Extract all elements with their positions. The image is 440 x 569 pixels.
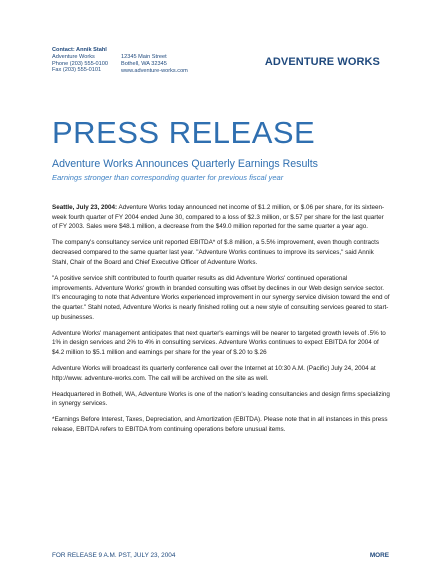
paragraph-6: Headquartered in Bothell, WA, Adventure Works is one of the nation's leading consultancies and design firms specializing in synergy services.: [52, 390, 390, 408]
address-city: Bothell, WA 32345: [121, 60, 167, 67]
release-body: [52, 203, 390, 441]
company-brand: ADVENTURE WORKS: [264, 56, 380, 68]
contact-name: Contact: Annik Stahl: [52, 47, 107, 53]
release-time: FOR RELEASE 9 A.M. PST, JULY 23, 2004: [52, 552, 176, 559]
address-block: [121, 54, 188, 74]
dateline: Seattle, July 23, 2004:: [52, 204, 118, 211]
paragraph-2: The company's consultancy service unit reported EBITDA* of $.8 million, a 5.5% improvement, even though contracts decreased compared to the same quarter last year. "Adventure Works continues to improve its services," said Annik Stahl, Chair of the Board and Chief Executive Officer of Adventure Works.: [52, 239, 380, 266]
paragraph-5: Adventure Works will broadcast its quarterly conference call over the Internet at 10:30 A.M. (Pacific) July 24, 2004 at http://www. adventure-works.com. The call will be archived on the site as well.: [52, 365, 376, 382]
paragraph-1: [52, 203, 390, 232]
contact-company: Adventure Works: [52, 53, 95, 60]
paragraph-3: "A positive service shift contributed to fourth quarter results as did Adventure Works' continued operational improvements. Adventure Works' growth in branded consulting was offset by declines in our Web design service sector. It's encouraging to note that Adventure Works experienced improvement in our synergy service division toward the end of the quarter." Stahl noted, Adventure Works is nearly finished rolling out a new style of consulting services geared to start-up businesses.: [52, 274, 390, 321]
contact-phone: Phone (203) 555-0100: [52, 60, 108, 67]
headline: Adventure Works Announces Quarterly Earnings Results: [52, 158, 318, 170]
more-indicator: MORE: [369, 552, 389, 559]
footnote: *Earnings Before Interest, Taxes, Depreciation, and Amortization (EBITDA). Please note that in all instances in this press release, EBITDA refers to EBITDA from continuing operations before unusual items.: [52, 416, 388, 434]
paragraph-4: Adventure Works' management anticipates that next quarter's earnings will be nearer to targeted growth levels of .5% to 1% in design services and 2% to 4% in consulting services. Adventure Works continues to expect EBITDA for 2004 of $4.2 million to $5.1 million and earnings per share for the year of $.20 to $.26: [52, 329, 386, 357]
address-street: 12345 Main Street: [121, 54, 167, 60]
contact-fax: Fax (203) 555-0101: [52, 67, 102, 74]
paragraph-1-text: Adventure Works today announced net income of $1.2 million, or $.06 per share, for its sixteen-week fourth quarter of FY 2004 ended June 30, compared to a loss of $2.3 million, or $.57 per share for the last quarter of FY 2003. Sales were $48.1 million, a decrease from the $49.0 million reported for the same quarter a year ago.: [52, 204, 385, 231]
contact-block: [52, 47, 108, 74]
page-title: PRESS RELEASE: [52, 115, 316, 150]
address-website: www.adventure-works.com: [121, 67, 188, 74]
subheadline: Earnings stronger than corresponding quarter for previous fiscal year: [52, 173, 284, 182]
